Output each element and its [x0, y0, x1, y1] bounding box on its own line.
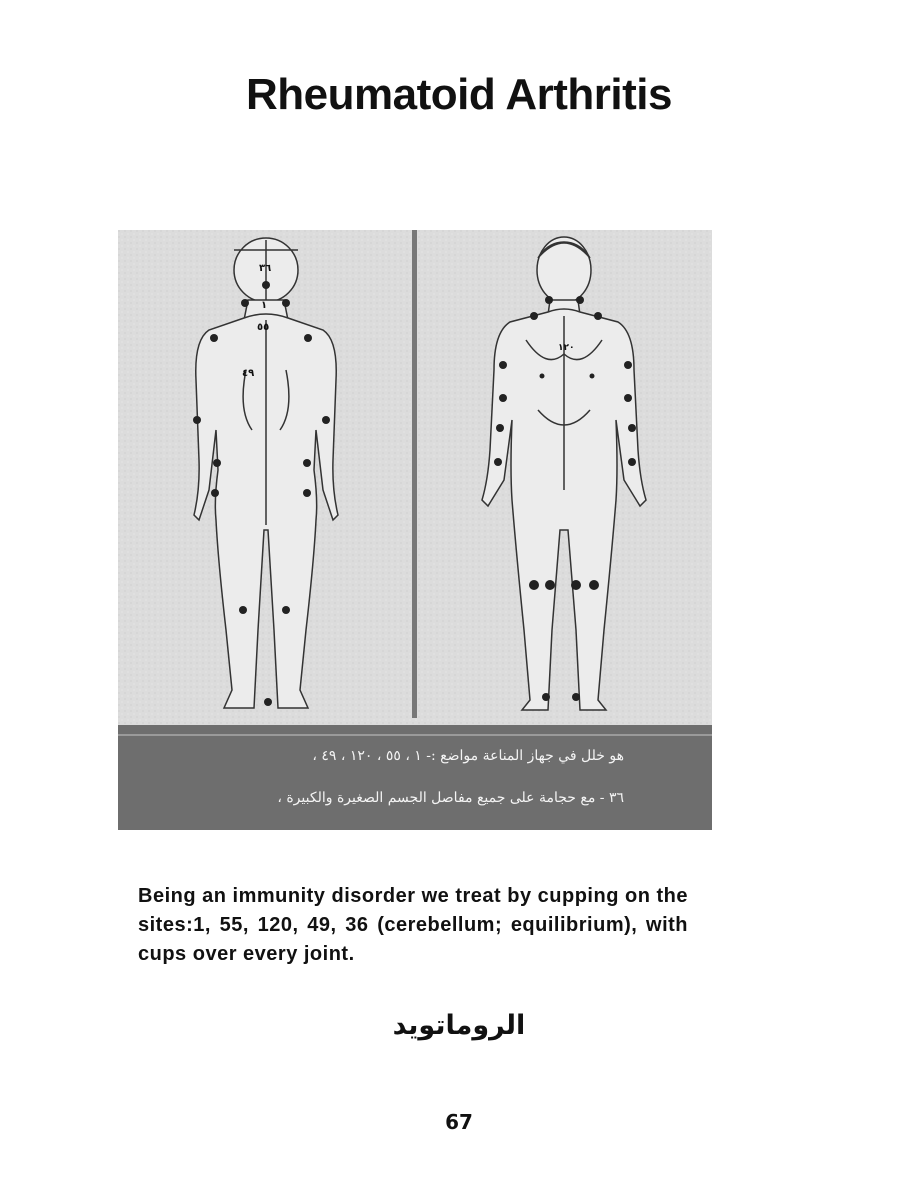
page-number: 67 [445, 1110, 473, 1134]
cupping-points-figure [118, 230, 712, 830]
label-point-1: ١ [261, 300, 268, 311]
label-point-36: ٣٦ [259, 263, 272, 274]
figure-caption-line-2: ٣٦ - مع حجامة على جميع مفاصل الجسم الصغيرة والكبيرة ، [277, 790, 624, 806]
label-point-55: ٥٥ [257, 322, 270, 333]
arabic-heading: الروماتويد [392, 1010, 526, 1041]
figure-caption-line-1: هو خلل في جهاز المناعة مواضع :- ١ ، ٥٥ ، ١٢٠ ، ٤٩ ، [312, 748, 624, 764]
caption-band [118, 725, 712, 830]
label-point-49: ٤٩ [242, 368, 255, 379]
body-diagram [118, 230, 712, 830]
label-point-120: ١٢٠ [558, 343, 575, 353]
body-paragraph: Being an immunity disorder we treat by cupping on the sites:1, 55, 120, 49, 36 (cerebellum; equilibrium), with cups over every joint. [138, 885, 688, 965]
page-title: Rheumatoid Arthritis [246, 70, 672, 119]
